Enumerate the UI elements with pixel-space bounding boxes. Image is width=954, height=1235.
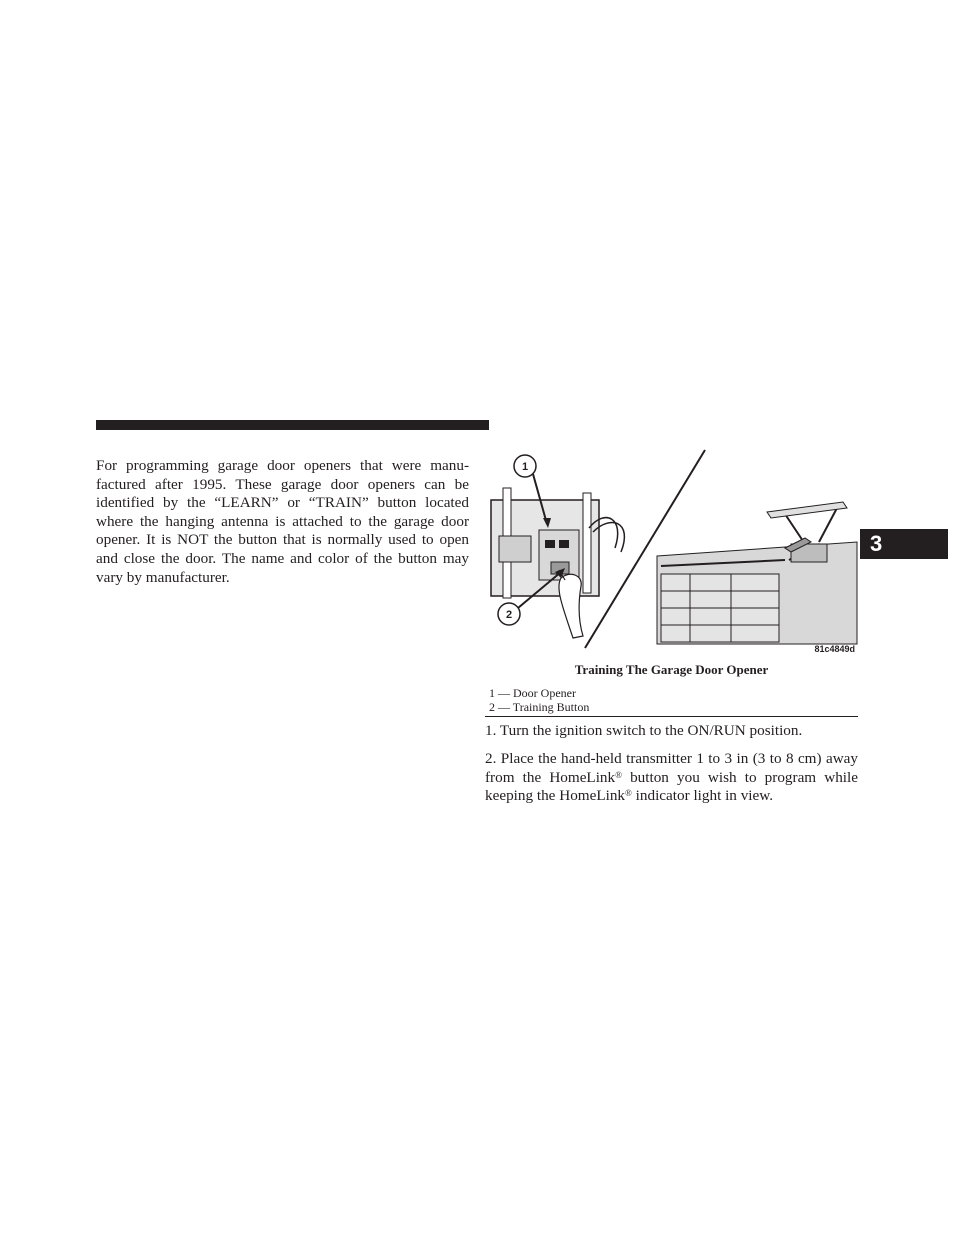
garage-door-opener-illustration <box>485 448 858 658</box>
illustration-svg <box>485 448 858 658</box>
door-opener-unit <box>491 488 624 598</box>
figure-code: 81c4849d <box>814 644 855 654</box>
svg-text:2: 2 <box>505 609 513 621</box>
step-2: 2. Place the hand-held transmitter 1 to 3 in (3 to 8 cm) away from the HomeLink® button you wish to program while keeping the HomeLink® indicator light in view. <box>485 750 858 805</box>
chapter-number: 3 <box>870 531 883 556</box>
chapter-tab <box>860 529 948 559</box>
svg-text:1: 1 <box>521 461 529 473</box>
legend-item-door-opener: 1 — Door Opener <box>489 686 576 700</box>
step-1: 1. Turn the ignition switch to the ON/RUN position. <box>485 722 803 739</box>
figure-caption: Training The Garage Door Opener <box>574 662 769 677</box>
legend-item-training-button: 2 — Training Button <box>489 700 590 714</box>
hand-pressing-button <box>559 570 583 638</box>
section-header-bar <box>96 420 489 430</box>
figure-legend <box>489 686 858 714</box>
garage-interior <box>657 502 857 644</box>
registered-mark-2: ® <box>625 788 632 799</box>
legend-divider <box>485 716 858 717</box>
intro-paragraph: For programming garage door openers that were manu-factured after 1995. These garage door openers can be identified by the “LEARN” or “TRAIN” button located where the hanging antenna is attached to the garage door opener. It is NOT the button that is normally used to open and close the door. The name and color of the button may vary by manufacturer. <box>96 457 469 586</box>
registered-mark-1: ® <box>615 769 622 780</box>
